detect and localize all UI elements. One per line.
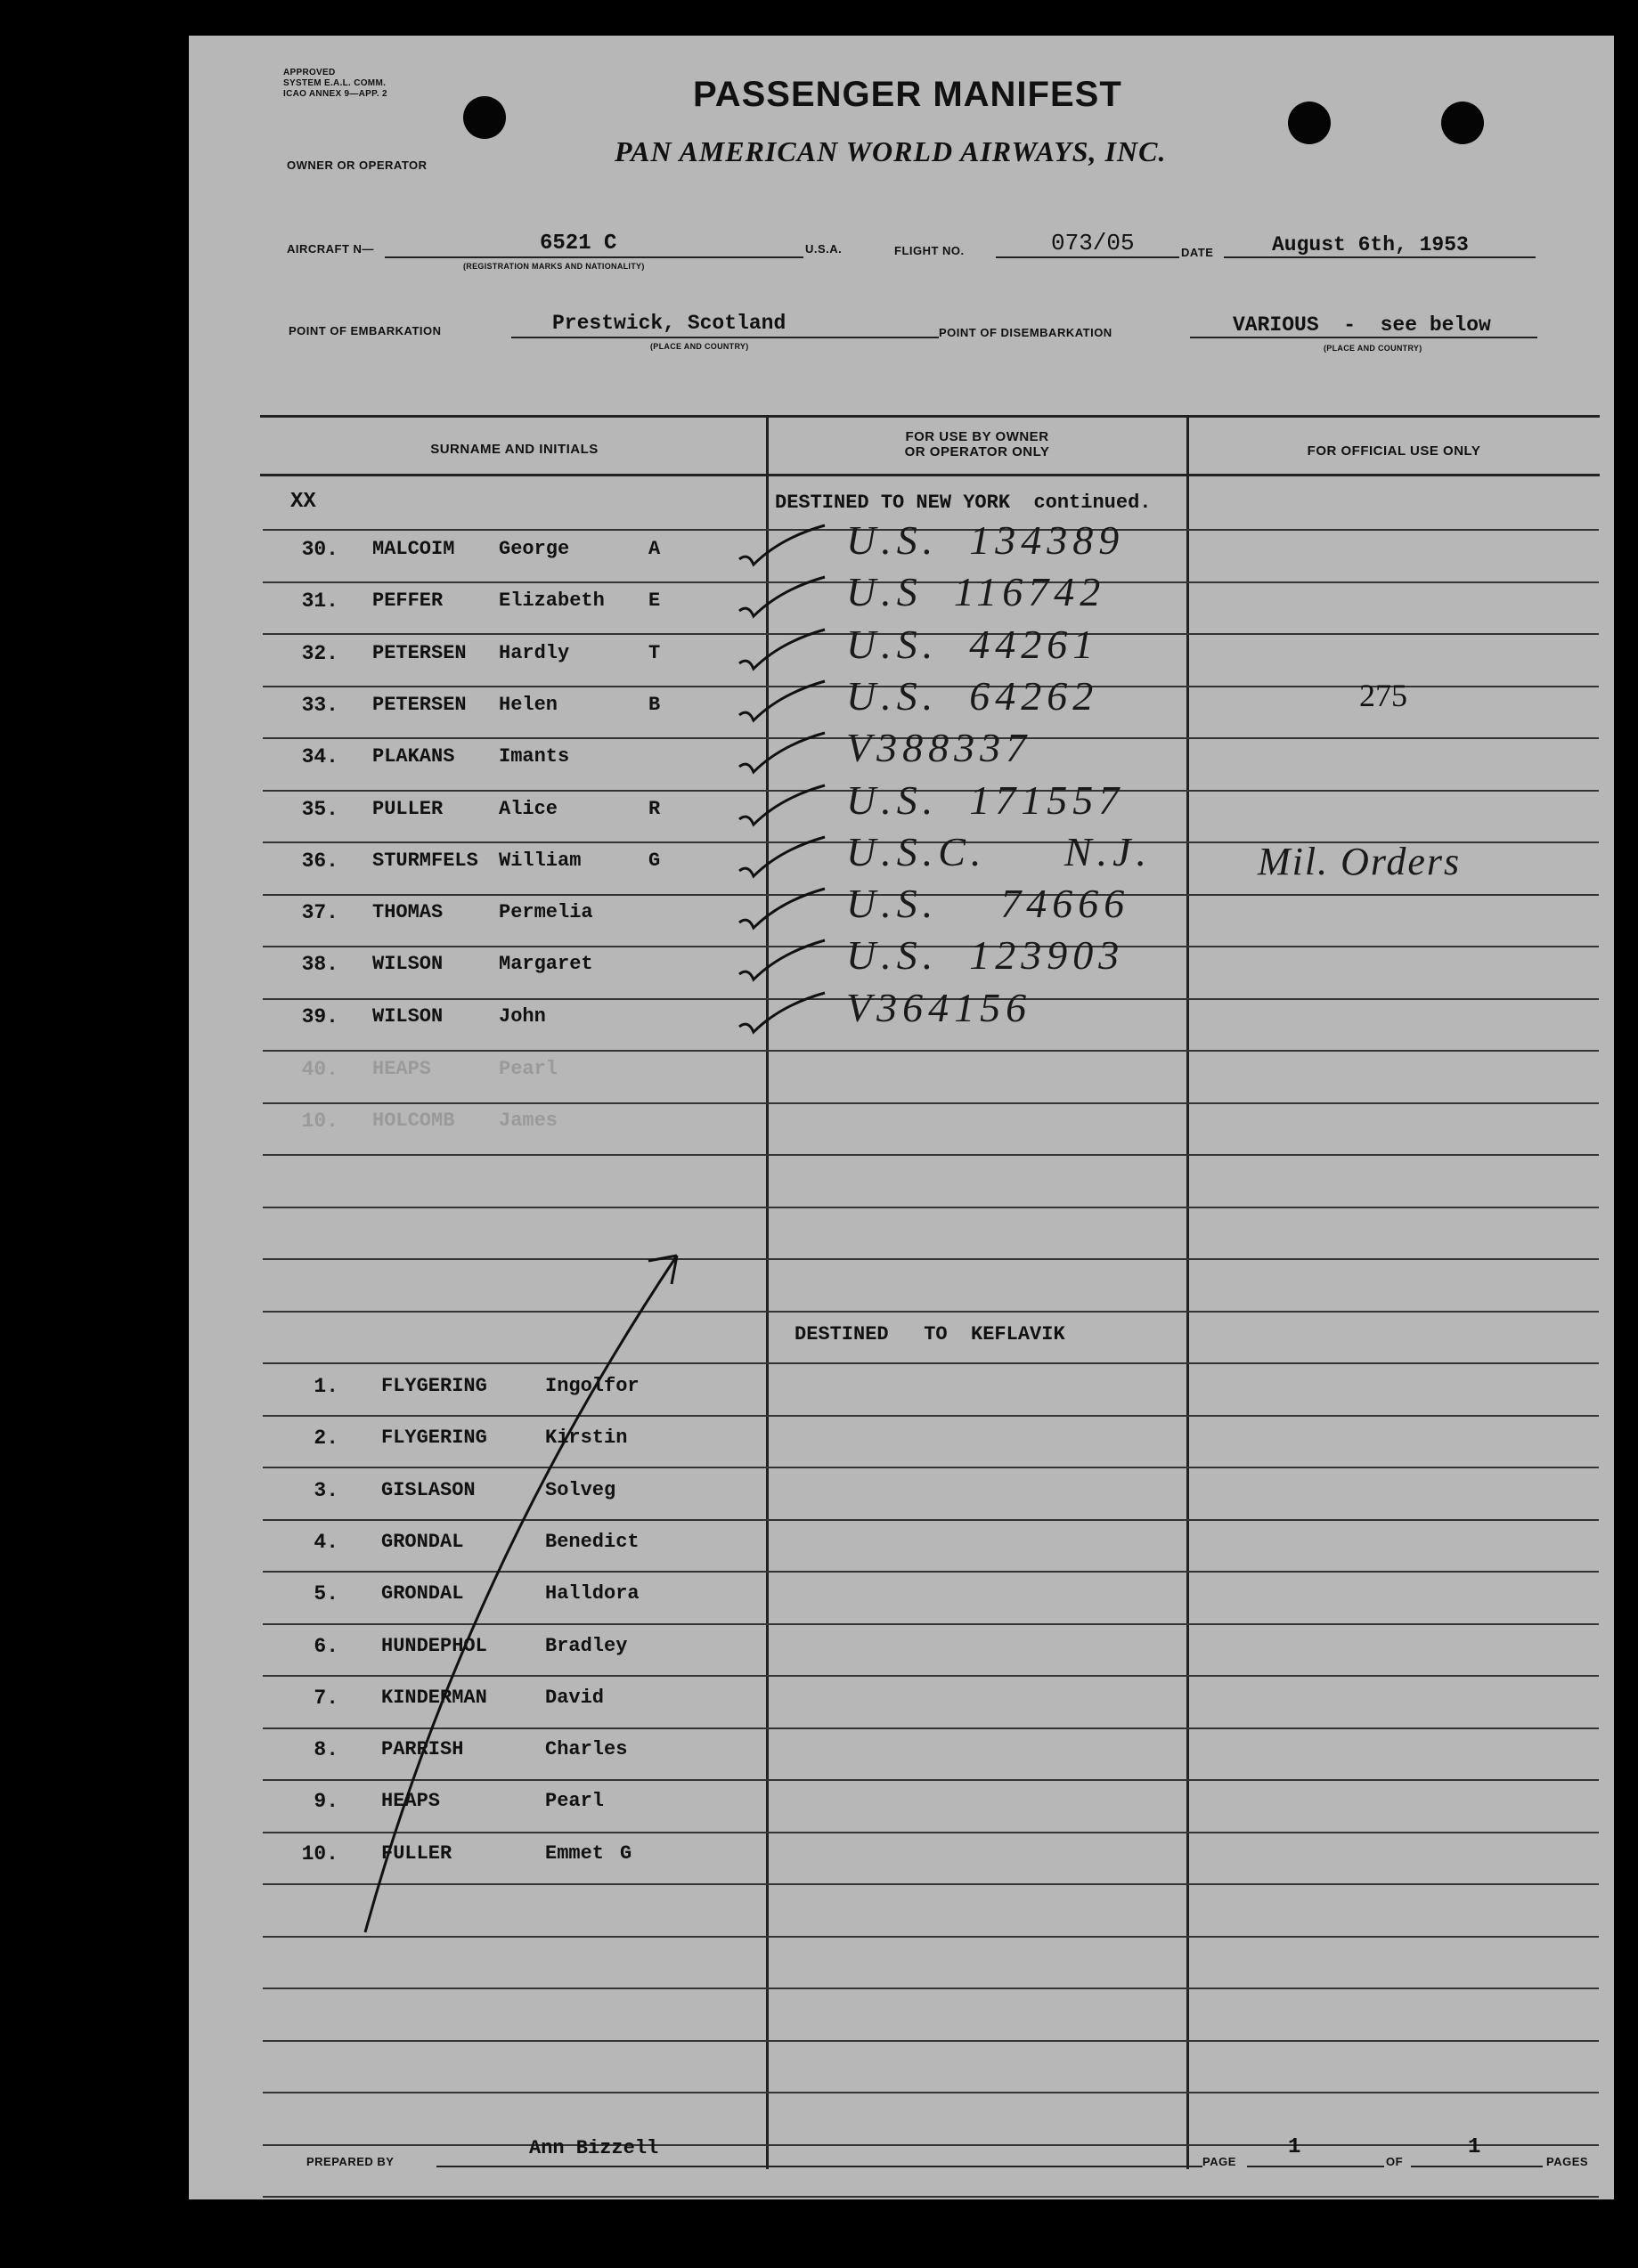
owner-header-line: OR OPERATOR ONLY [904, 444, 1050, 459]
passenger-given-name: Imants [499, 745, 570, 768]
aircraft-value: 6521 C [540, 232, 617, 256]
passenger-given-name: David [545, 1687, 605, 1709]
passenger-surname: GRONDAL [381, 1582, 464, 1605]
passenger-number: 7. [314, 1687, 338, 1710]
of-value: 1 [1468, 2135, 1481, 2159]
ruled-line [263, 2092, 1599, 2093]
passenger-number: 37. [301, 901, 338, 924]
owner-column-header [768, 429, 1186, 459]
passenger-given-name: Benedict [545, 1531, 640, 1553]
passenger-number: 36. [301, 849, 338, 873]
passenger-surname: PETERSEN [372, 642, 467, 664]
section-heading-new-york: DESTINED TO NEW YORK continued. [775, 492, 1152, 514]
disembark-label: POINT OF DISEMBARKATION [939, 326, 1112, 339]
passenger-surname: WILSON [372, 1005, 444, 1028]
passenger-given-name: Halldora [545, 1582, 640, 1605]
passenger-number: 30. [301, 538, 338, 561]
passenger-surname: PEFFER [372, 589, 444, 612]
check-mark-icon [736, 624, 834, 678]
page-label: PAGE [1202, 2155, 1236, 2168]
struck-passenger-given-name: James [499, 1110, 558, 1132]
passenger-number: 31. [301, 589, 338, 613]
punch-hole [1441, 102, 1484, 144]
passenger-number: 39. [301, 1005, 338, 1028]
prepared-label: PREPARED BY [306, 2155, 395, 2168]
passenger-given-name: Permelia [499, 901, 593, 923]
passenger-given-name: Emmet [545, 1842, 605, 1865]
embark-label: POINT OF EMBARKATION [289, 324, 442, 337]
passenger-initial: G [620, 1842, 632, 1865]
airline-name: PAN AMERICAN WORLD AIRWAYS, INC. [615, 135, 1167, 167]
flight-line [996, 256, 1179, 258]
passenger-given-name: Kirstin [545, 1427, 628, 1449]
place-caption: (PLACE AND COUNTRY) [650, 342, 749, 351]
passenger-surname: FLYGERING [381, 1375, 487, 1397]
prepared-value: Ann Bizzell [529, 2137, 659, 2159]
passenger-number: 9. [314, 1790, 338, 1813]
passenger-number: 5. [314, 1582, 338, 1605]
page-line [1247, 2166, 1384, 2167]
passenger-surname: THOMAS [372, 901, 444, 923]
passenger-surname: PARRISH [381, 1738, 464, 1760]
handwritten-arrow [338, 1238, 713, 1950]
passenger-surname: PETERSEN [372, 694, 467, 716]
struck-passenger-surname: HOLCOMB [372, 1110, 455, 1132]
ruled-line [263, 1050, 1599, 1052]
passenger-given-name: Helen [499, 694, 558, 716]
passport-number: V364156 [846, 985, 1032, 1030]
ruled-line [263, 1102, 1599, 1104]
check-mark-icon [736, 935, 834, 988]
passport-number: U.S. 171557 [846, 777, 1125, 823]
pages-label: PAGES [1546, 2155, 1589, 2168]
passenger-given-name: Margaret [499, 953, 593, 975]
passenger-surname: GISLASON [381, 1479, 476, 1501]
disembark-line [1190, 337, 1537, 338]
check-mark-icon [736, 832, 834, 885]
passport-number: U.S. 64262 [846, 673, 1099, 719]
place-caption: (PLACE AND COUNTRY) [1324, 344, 1422, 353]
embark-value: Prestwick, Scotland [552, 312, 786, 335]
passenger-initial: T [648, 642, 661, 664]
passenger-given-name: Alice [499, 798, 558, 820]
official-column-header: FOR OFFICIAL USE ONLY [1307, 443, 1481, 459]
ruled-line [263, 1207, 1599, 1208]
approved-line: APPROVED [283, 68, 336, 77]
date-line [1224, 256, 1536, 258]
passenger-initial: B [648, 694, 661, 716]
punch-hole [1288, 102, 1331, 144]
passenger-initial: E [648, 589, 661, 612]
passenger-initial: R [648, 798, 661, 820]
passenger-number: 2. [314, 1427, 338, 1450]
check-mark-icon [736, 520, 834, 573]
usa-label: U.S.A. [805, 242, 843, 256]
approved-line: ICAO ANNEX 9—APP. 2 [283, 89, 387, 99]
passport-number: U.S. 74666 [846, 881, 1130, 926]
passenger-surname: STURMFELS [372, 849, 478, 872]
check-mark-icon [736, 988, 834, 1041]
flight-label: FLIGHT NO. [894, 244, 965, 257]
passenger-surname: PULLER [372, 798, 444, 820]
disembark-value: VARIOUS - see below [1233, 313, 1491, 337]
passenger-surname: HUNDEPHOL [381, 1635, 487, 1657]
passenger-number: 1. [314, 1375, 338, 1398]
passenger-number: 8. [314, 1738, 338, 1761]
passport-number: U.S 116742 [846, 569, 1106, 614]
flight-value: 073/05 [1051, 230, 1135, 256]
passenger-number: 35. [301, 798, 338, 821]
official-note-number: 275 [1359, 678, 1407, 713]
date-label: DATE [1181, 246, 1214, 259]
passenger-number: 10. [301, 1842, 338, 1866]
passenger-given-name: Elizabeth [499, 589, 605, 612]
of-label: OF [1386, 2155, 1404, 2168]
passenger-surname: HEAPS [381, 1790, 441, 1812]
ruled-line [263, 2144, 1599, 2146]
ruled-line [263, 1988, 1599, 1989]
page-title: PASSENGER MANIFEST [693, 75, 1122, 114]
date-value: August 6th, 1953 [1272, 233, 1469, 256]
passenger-given-name: Pearl [545, 1790, 605, 1812]
passenger-surname: GRONDAL [381, 1531, 464, 1553]
ruled-line [263, 1154, 1599, 1156]
check-mark-icon [736, 572, 834, 625]
ruled-line [263, 2040, 1599, 2042]
passenger-given-name: William [499, 849, 582, 872]
check-mark-icon [736, 676, 834, 729]
column-divider [1186, 415, 1189, 2169]
passenger-number: 34. [301, 745, 338, 768]
punch-hole [463, 96, 506, 139]
passenger-surname: FULLER [381, 1842, 452, 1865]
aircraft-label: AIRCRAFT N— [287, 242, 374, 256]
passenger-number: 4. [314, 1531, 338, 1554]
page-value: 1 [1288, 2135, 1301, 2159]
struck-passenger-given-name: Pearl [499, 1058, 558, 1080]
passenger-number: 33. [301, 694, 338, 717]
passport-number: V388337 [846, 725, 1032, 770]
passenger-given-name: Hardly [499, 642, 570, 664]
owner-label: OWNER OR OPERATOR [287, 159, 428, 172]
passenger-number: 38. [301, 953, 338, 976]
passenger-number: 6. [314, 1635, 338, 1658]
registration-caption: (REGISTRATION MARKS AND NATIONALITY) [463, 262, 645, 271]
passport-number: U.S.C. N.J. [846, 829, 1152, 874]
ruled-line [263, 2196, 1599, 2198]
passenger-surname: MALCOIM [372, 538, 455, 560]
passenger-given-name: John [499, 1005, 546, 1028]
passenger-initial: A [648, 538, 661, 560]
approved-stamp [283, 68, 387, 100]
passenger-surname: WILSON [372, 953, 444, 975]
passenger-given-name: Charles [545, 1738, 628, 1760]
struck-passenger-number: 40. [301, 1058, 338, 1081]
passenger-surname: PLAKANS [372, 745, 455, 768]
check-mark-icon [736, 883, 834, 937]
struck-passenger-number: 10. [301, 1110, 338, 1133]
passenger-given-name: Solveg [545, 1479, 616, 1501]
embark-line [511, 337, 939, 338]
passenger-given-name: Ingolfor [545, 1375, 640, 1397]
passenger-surname: FLYGERING [381, 1427, 487, 1449]
table-top-border [260, 415, 1600, 418]
struck-passenger-surname: HEAPS [372, 1058, 432, 1080]
owner-header-line: FOR USE BY OWNER [905, 429, 1049, 444]
passenger-number: 32. [301, 642, 338, 665]
approved-line: SYSTEM E.A.L. COMM. [283, 78, 387, 88]
section-marker: XX [290, 490, 316, 514]
check-mark-icon [736, 780, 834, 833]
aircraft-line [385, 256, 803, 258]
official-note-orders: Mil. Orders [1258, 840, 1462, 883]
surname-column-header: SURNAME AND INITIALS [430, 442, 599, 457]
header-bottom-border [260, 474, 1600, 476]
passenger-surname: KINDERMAN [381, 1687, 487, 1709]
passenger-given-name: Bradley [545, 1635, 628, 1657]
passport-number: U.S. 123903 [846, 932, 1125, 978]
prepared-line [436, 2166, 1202, 2167]
section-heading-keflavik: DESTINED TO KEFLAVIK [795, 1323, 1065, 1345]
passenger-given-name: George [499, 538, 570, 560]
of-line [1411, 2166, 1543, 2167]
passenger-number: 3. [314, 1479, 338, 1502]
passport-number: U.S. 134389 [846, 517, 1125, 563]
passenger-initial: G [648, 849, 661, 872]
passport-number: U.S. 44261 [846, 622, 1099, 667]
check-mark-icon [736, 728, 834, 781]
